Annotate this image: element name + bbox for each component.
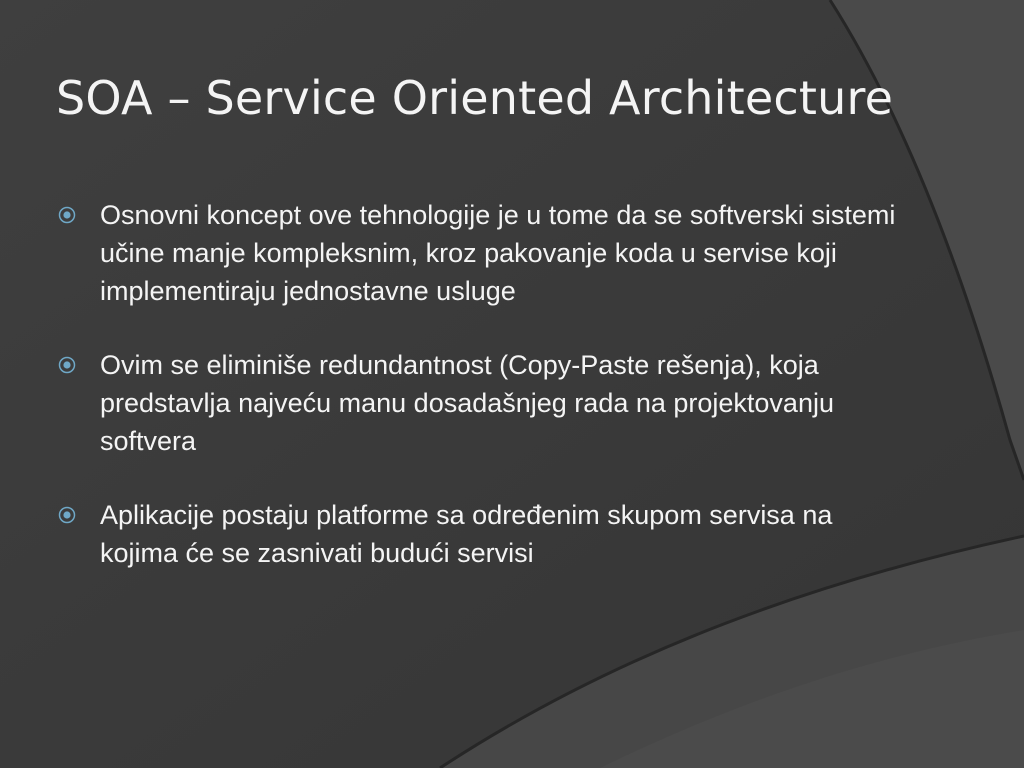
target-bullet-icon [58, 356, 76, 374]
bullet-text: Ovim se eliminiše redundantnost (Copy-Paste rešenja), koja predstavlja najveću manu dosadašnjeg rada na projektovanju softvera [100, 350, 834, 456]
target-bullet-icon [58, 206, 76, 224]
bullet-text: Osnovni koncept ove tehnologije je u tome da se softverski sistemi učine manje kompleksnim, kroz pakovanje koda u servise koji implementiraju jednostavne usluge [100, 200, 896, 306]
bullet-item [56, 346, 896, 460]
slide-title: SOA – Service Oriented Architecture [56, 71, 894, 125]
bullet-text: Aplikacije postaju platforme sa određenim skupom servisa na kojima će se zasnivati budući servisi [100, 500, 833, 568]
bullet-item [56, 496, 896, 572]
bullet-item [56, 196, 896, 310]
bullet-list [56, 196, 896, 608]
target-bullet-icon [58, 506, 76, 524]
